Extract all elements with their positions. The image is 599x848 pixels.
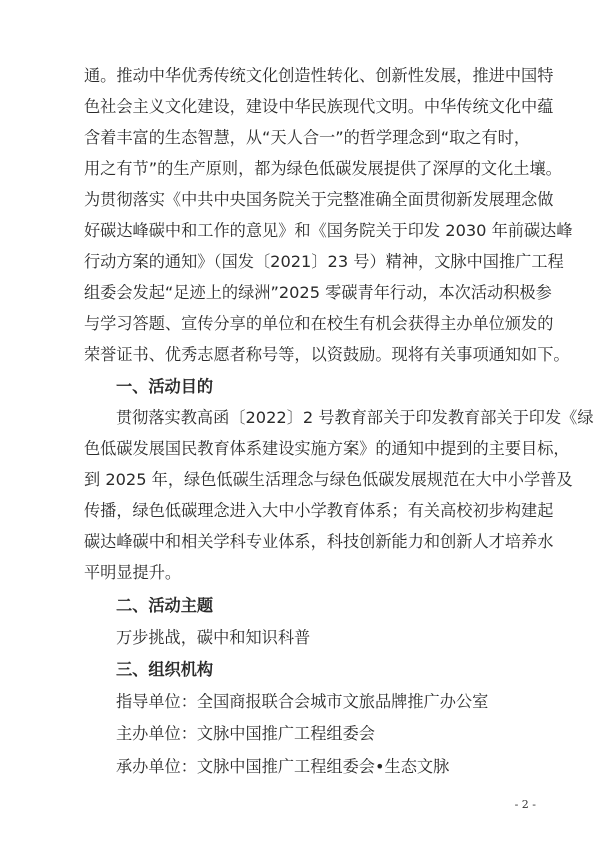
intro-line: 通。推动中华优秀传统文化创造性转化、创新性发展，推进中国特: [84, 66, 554, 85]
intro-line: 行动方案的通知》（国发〔2021〕23 号）精神，文脉中国推广工程: [84, 252, 564, 271]
intro-line: 含着丰富的生态智慧，从“天人合一”的哲学理念到“取之有时，: [84, 128, 531, 147]
section-heading-organization: 三、组织机构: [116, 660, 214, 679]
purpose-line: 色低碳发展国民教育体系建设实施方案》的通知中提到的主要目标，: [84, 439, 570, 458]
intro-line: 用之有节”的生产原则，都为绿色低碳发展提供了深厚的文化土壤。: [84, 159, 562, 178]
theme-text: 万步挑战，碳中和知识科普: [116, 628, 311, 647]
purpose-line: 贯彻落实教高函〔2022〕2 号教育部关于印发教育部关于印发《绿: [116, 408, 594, 427]
intro-line: 好碳达峰碳中和工作的意见》和《国务院关于印发 2030 年前碳达峰: [84, 221, 573, 240]
intro-line: 色社会主义文化建设，建设中华民族现代文明。中华传统文化中蕴: [84, 97, 554, 116]
org-item-guidance: 指导单位：全国商报联合会城市文旅品牌推广办公室: [116, 692, 489, 711]
purpose-line: 到 2025 年，绿色低碳生活理念与绿色低碳发展规范在大中小学普及: [84, 470, 573, 489]
intro-line: 为贯彻落实《中共中央国务院关于完整准确全面贯彻新发展理念做: [84, 190, 554, 209]
org-item-host: 主办单位：文脉中国推广工程组委会: [116, 724, 375, 743]
org-item-organizer: 承办单位：文脉中国推广工程组委会•生态文脉: [116, 757, 450, 776]
purpose-line: 平明显提升。: [84, 563, 182, 582]
intro-line: 荣誉证书、优秀志愿者称号等，以资鼓励。现将有关事项通知如下。: [84, 345, 570, 364]
page-number: - 2 -: [514, 798, 536, 811]
section-heading-purpose: 一、活动目的: [116, 377, 214, 396]
intro-line: 与学习答题、宣传分享的单位和在校生有机会获得主办单位颁发的: [84, 314, 554, 333]
purpose-line: 碳达峰碳中和相关学科专业体系，科技创新能力和创新人才培养水: [84, 532, 554, 551]
intro-line: 组委会发起“足迹上的绿洲”2025 零碳青年行动，本次活动积极参: [84, 283, 552, 302]
purpose-line: 传播，绿色低碳理念进入大中小学教育体系；有关高校初步构建起: [84, 501, 554, 520]
section-heading-theme: 二、活动主题: [116, 596, 214, 615]
